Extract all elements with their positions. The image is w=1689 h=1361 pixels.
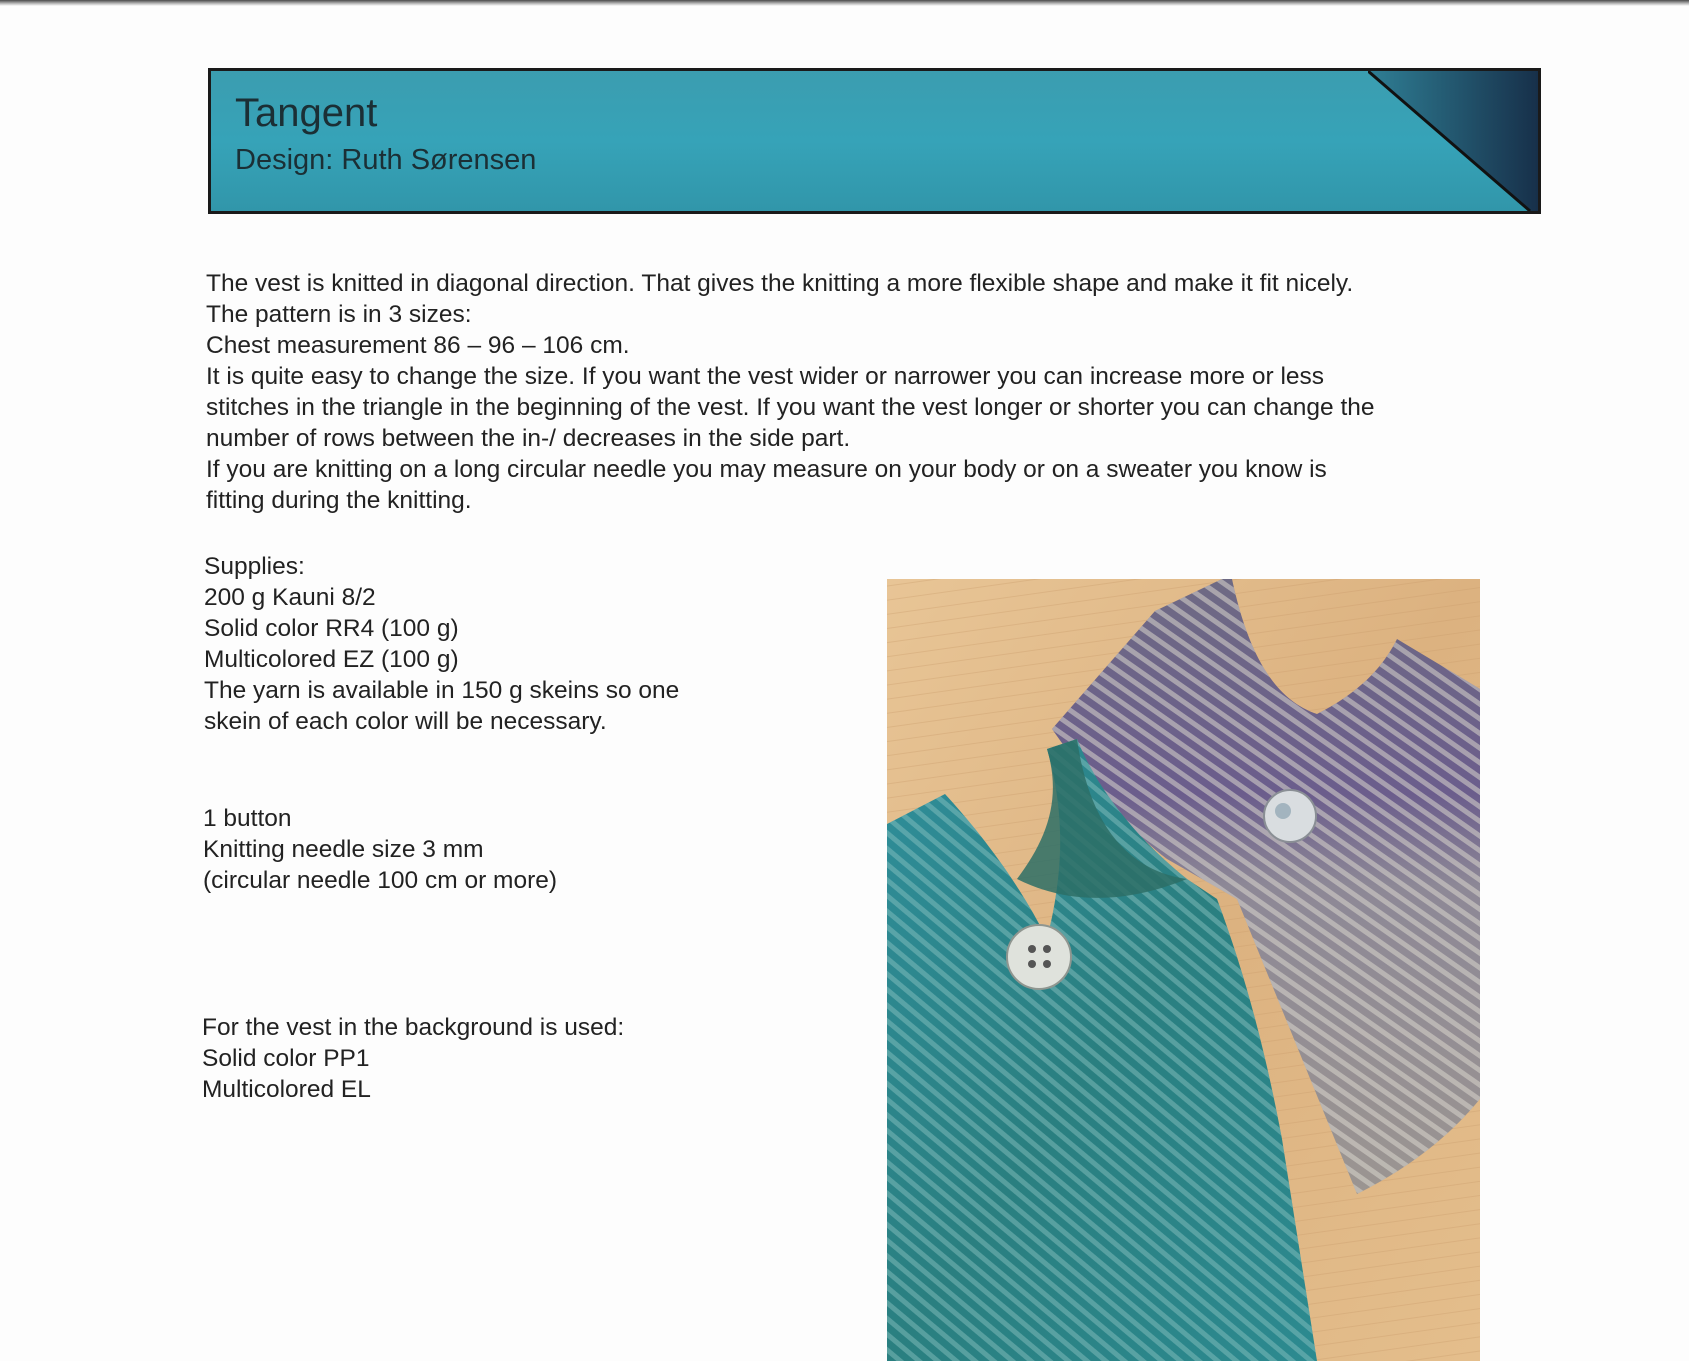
intro-line: number of rows between the in-/ decreases in the side part. — [206, 425, 851, 452]
page-title: Tangent — [235, 91, 378, 135]
vest-photo-illustration — [887, 579, 1480, 1361]
background-vest-section — [202, 1012, 624, 1105]
intro-line: The pattern is in 3 sizes: — [206, 301, 472, 328]
supplies-heading: Supplies: — [204, 553, 305, 580]
intro-line: It is quite easy to change the size. If you want the vest wider or narrower you can increase more or less — [206, 363, 1325, 390]
intro-line: If you are knitting on a long circular needle you may measure on your body or on a sweater you know is — [206, 456, 1327, 483]
background-vest-line: Solid color PP1 — [202, 1045, 370, 1072]
supplies-line: 200 g Kauni 8/2 — [204, 584, 376, 611]
supplies-line: skein of each color will be necessary. — [204, 708, 607, 735]
tools-line: Knitting needle size 3 mm — [203, 836, 484, 863]
supplies-line: Multicolored EZ (100 g) — [204, 646, 459, 673]
background-vest-line: Multicolored EL — [202, 1076, 371, 1103]
designer-credit: Design: Ruth Sørensen — [235, 144, 537, 176]
intro-line: fitting during the knitting. — [206, 487, 472, 514]
tools-line: (circular needle 100 cm or more) — [203, 867, 558, 894]
banner-corner-decoration — [1368, 71, 1538, 211]
intro-line: Chest measurement 86 – 96 – 106 cm. — [206, 332, 630, 359]
intro-text — [206, 268, 1375, 516]
background-vest-heading: For the vest in the background is used: — [202, 1014, 625, 1041]
supplies-line: The yarn is available in 150 g skeins so one — [204, 677, 680, 704]
vest-photo — [887, 579, 1480, 1361]
intro-line: stitches in the triangle in the beginning of the vest. If you want the vest longer or shorter you can change the — [206, 394, 1375, 421]
supplies-line: Solid color RR4 (100 g) — [204, 615, 459, 642]
page-top-edge — [0, 0, 1689, 6]
intro-line: The vest is knitted in diagonal direction. That gives the knitting a more flexible shape and make it fit nicely. — [206, 270, 1354, 297]
tools-line: 1 button — [203, 805, 292, 832]
header-banner — [208, 68, 1541, 214]
tools-section — [203, 803, 557, 896]
supplies-section — [204, 551, 679, 737]
